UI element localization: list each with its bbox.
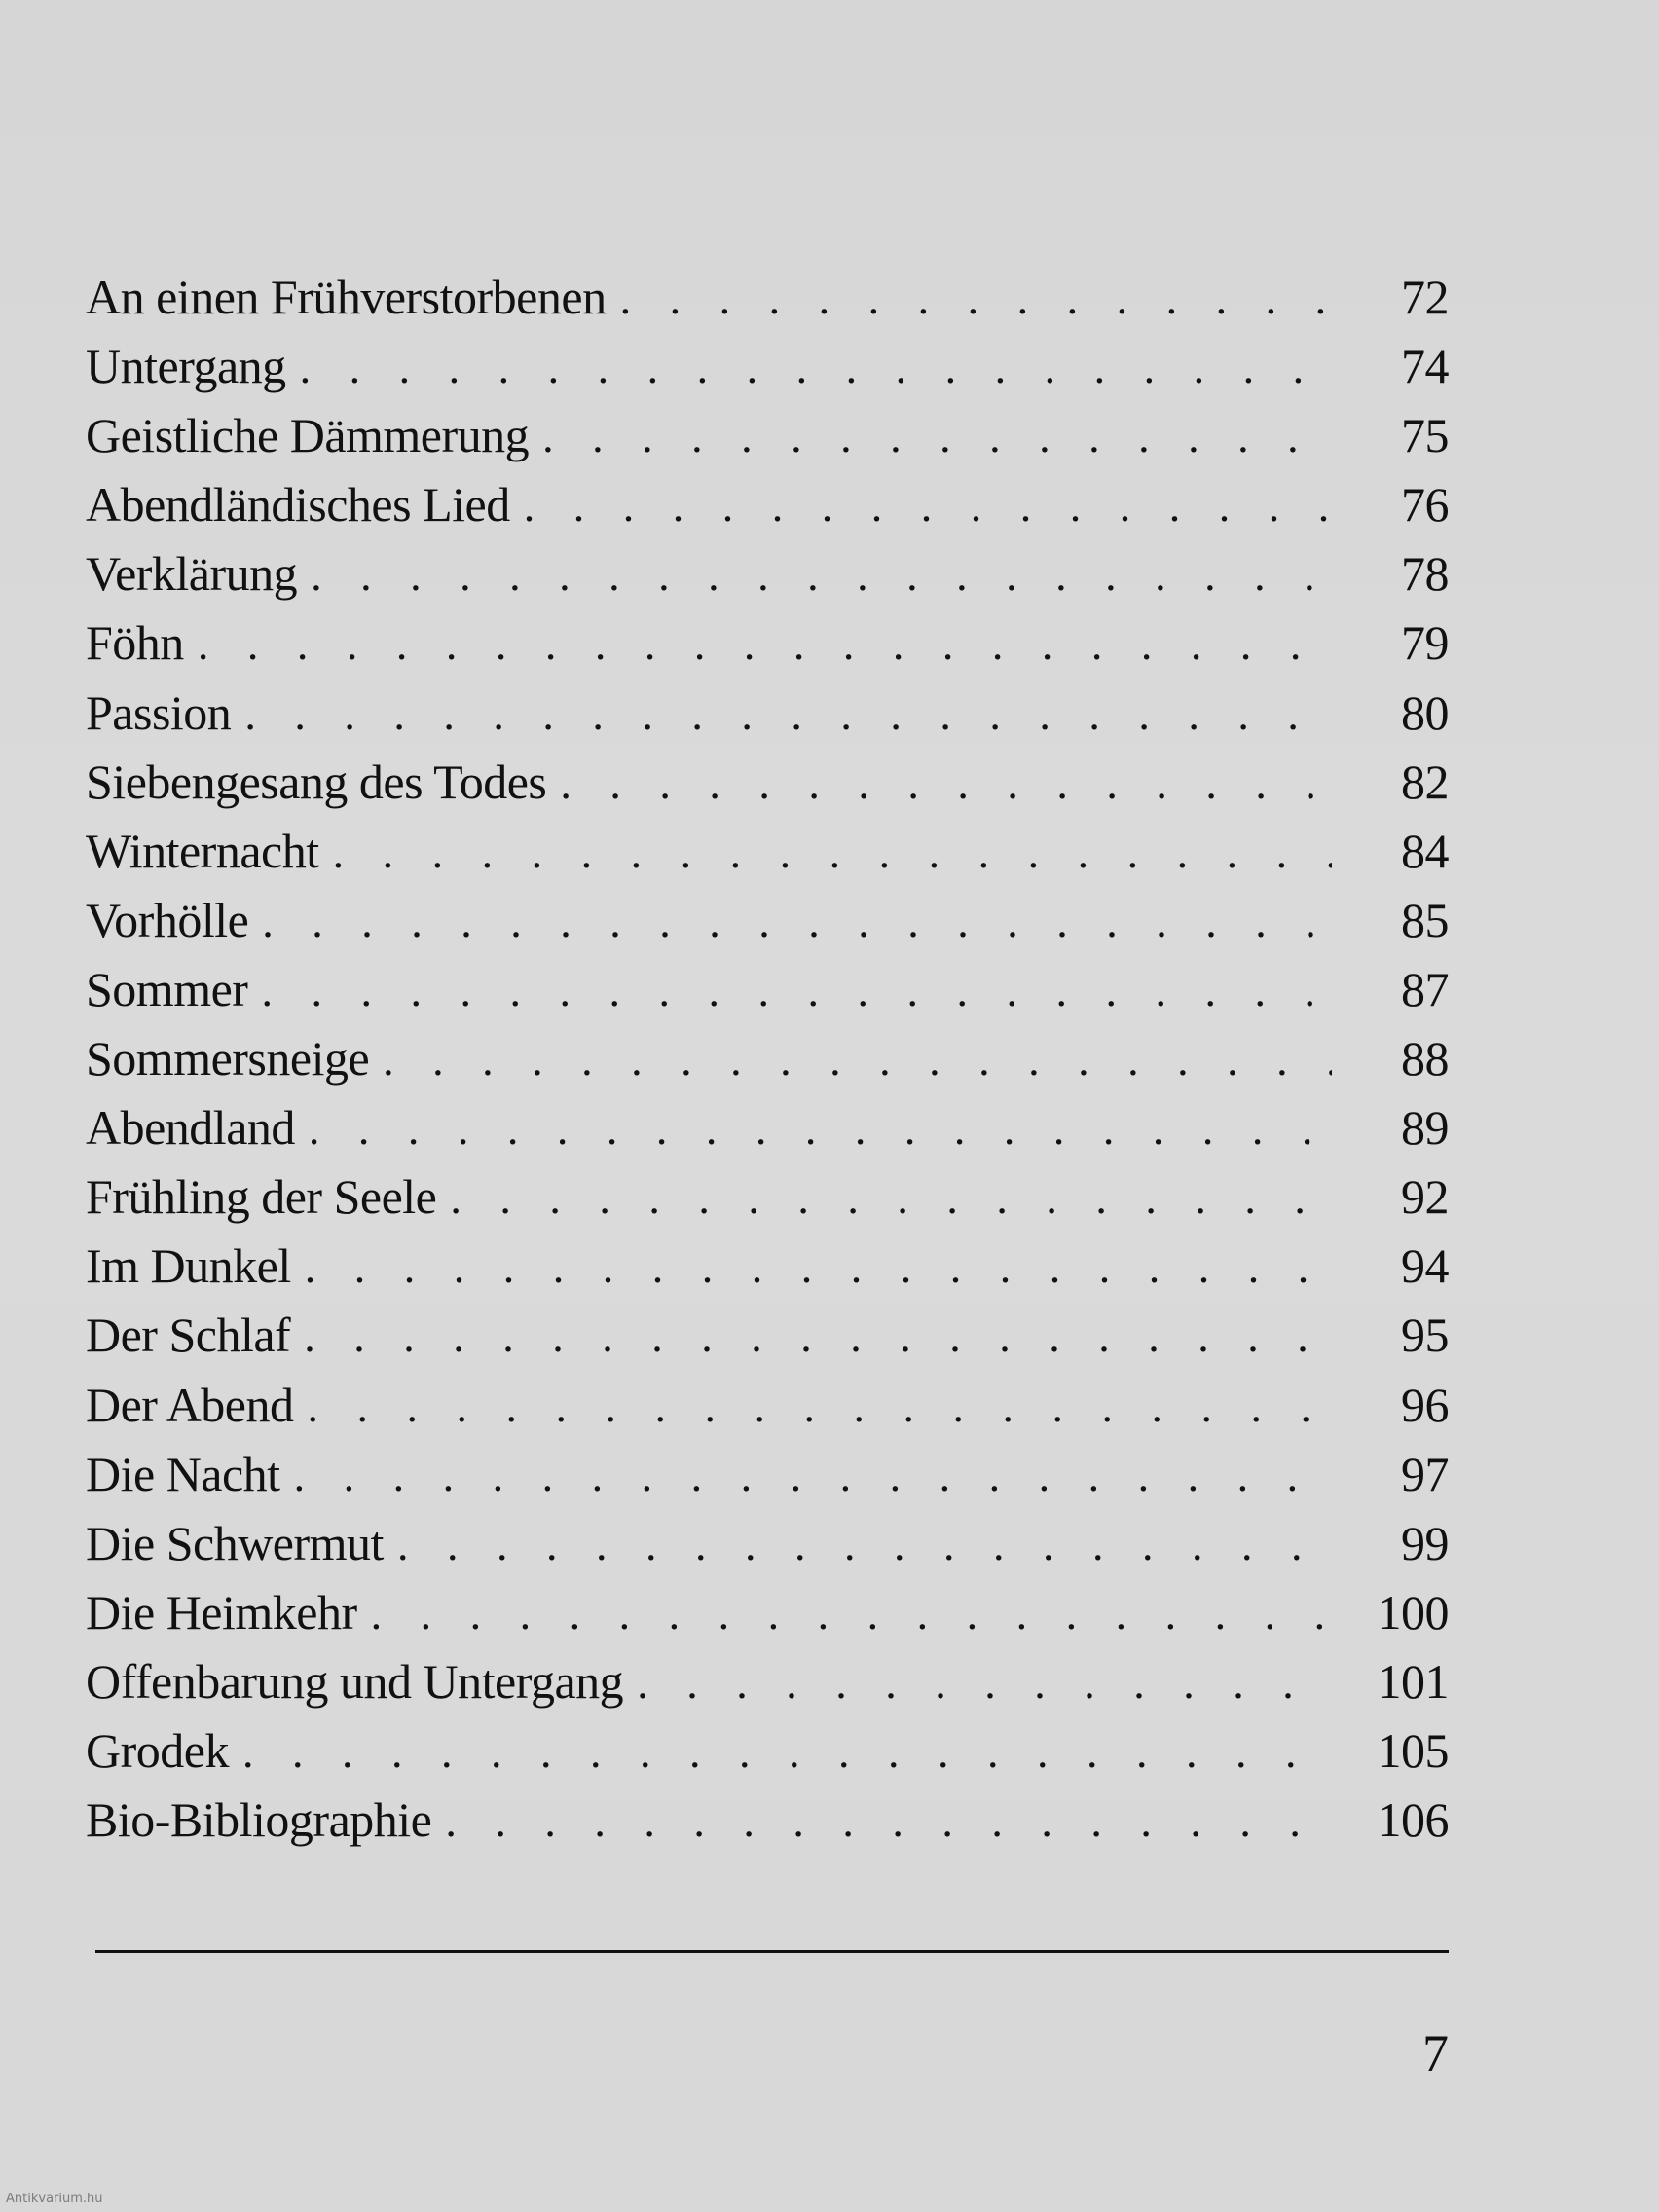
toc-entry [86,1716,1449,1786]
toc-entry [86,1024,1449,1093]
toc-entry-title: Die Nacht [86,1446,280,1501]
toc-entry-title: Untergang [86,339,286,394]
toc-entry-page: 82 [1401,754,1449,809]
toc-entry-title: Föhn [86,615,184,671]
toc-entry [86,679,1449,748]
toc-entry-page: 79 [1401,615,1449,671]
dot-leader [244,680,1332,749]
toc-entry-title: Offenbarung und Untergang [86,1653,624,1709]
toc-entry-title: Der Schlaf [86,1308,291,1363]
toc-entry-title: Im Dunkel [86,1238,291,1294]
dot-leader [524,471,1332,540]
toc-entry-title: Sommersneige [86,1031,370,1087]
credit-watermark: Antikvarium.hu [6,2192,103,2206]
toc-entry-page: 106 [1377,1792,1449,1848]
footer-rule [95,1950,1449,1953]
toc-entry-page: 85 [1401,892,1449,947]
toc-entry-page: 105 [1377,1722,1449,1778]
toc-entry-page: 92 [1401,1169,1449,1225]
toc-entry-title: Grodek [86,1722,229,1778]
toc-entry [86,955,1449,1024]
toc-entry-page: 87 [1401,961,1449,1016]
toc-entry [86,748,1449,817]
toc-entry-page: 97 [1401,1446,1449,1501]
toc-entry-page: 72 [1401,270,1449,324]
toc-entry [86,608,1449,678]
dot-leader [383,1025,1332,1094]
toc-entry-page: 84 [1401,823,1449,878]
toc-entry-page: 75 [1401,408,1449,463]
toc-entry [86,1647,1449,1716]
dot-leader [262,887,1332,956]
dot-leader [261,956,1332,1025]
toc-entry [86,470,1449,539]
dot-leader [294,1441,1332,1510]
dot-leader [637,1648,1332,1717]
dot-leader [560,749,1332,818]
toc-entry-title: Die Heimkehr [86,1584,357,1640]
toc-entry-page: 89 [1401,1100,1449,1156]
toc-entry [86,1232,1449,1301]
dot-leader [333,818,1332,887]
toc-entry-title: Frühling der Seele [86,1169,437,1225]
toc-entry-title: Winternacht [86,823,319,878]
toc-entry-page: 99 [1401,1515,1449,1570]
dot-leader [304,1302,1332,1371]
page-number: 7 [1422,2024,1449,2083]
toc-entry [86,263,1449,332]
toc-entry-page: 94 [1401,1238,1449,1294]
toc-entry-page: 76 [1401,477,1449,533]
toc-entry-title: Geistliche Dämmerung [86,408,530,463]
toc-entry-page: 80 [1401,684,1449,740]
dot-leader [198,609,1332,679]
toc-entry [86,1162,1449,1232]
toc-entry-page: 96 [1401,1377,1449,1432]
toc-entry-title: Abendländisches Lied [86,477,510,533]
dot-leader [445,1787,1332,1856]
toc-entry [86,332,1449,401]
dot-leader [542,402,1332,471]
toc-entry [86,1509,1449,1578]
toc-entry-page: 78 [1401,546,1449,602]
toc-entry-title: Verklärung [86,546,298,602]
toc-entry-page: 88 [1401,1031,1449,1087]
toc-entry-title: Abendland [86,1100,295,1156]
toc-entry [86,1578,1449,1647]
dot-leader [620,264,1332,333]
toc-entry-title: Vorhölle [86,892,249,947]
toc-entry-title: Siebengesang des Todes [86,754,547,809]
dot-leader [371,1579,1332,1648]
dot-leader [311,540,1332,609]
toc-entry-title: Passion [86,684,232,740]
dot-leader [242,1717,1332,1787]
dot-leader [309,1094,1332,1163]
toc-entry-title: Bio-Bibliographie [86,1792,432,1848]
toc-entry-page: 101 [1377,1653,1449,1709]
toc-entry [86,1093,1449,1162]
dot-leader [305,1233,1332,1302]
toc-entry-page: 95 [1401,1308,1449,1363]
dot-leader [450,1163,1332,1233]
toc-entry-page: 74 [1401,339,1449,394]
dot-leader [300,333,1332,402]
dot-leader [397,1510,1332,1579]
toc-entry-title: Sommer [86,961,248,1016]
table-of-contents [86,263,1449,1855]
toc-entry [86,1301,1449,1370]
toc-entry-title: Der Abend [86,1377,294,1432]
toc-entry-page: 100 [1377,1584,1449,1640]
toc-entry [86,1786,1449,1855]
toc-entry [86,401,1449,470]
toc-entry-title: An einen Frühverstorbenen [86,270,607,324]
toc-entry [86,886,1449,955]
toc-entry [86,539,1449,608]
dot-leader [308,1372,1333,1441]
toc-entry [86,1371,1449,1440]
toc-entry [86,817,1449,886]
toc-entry [86,1440,1449,1509]
toc-entry-title: Die Schwermut [86,1515,384,1570]
